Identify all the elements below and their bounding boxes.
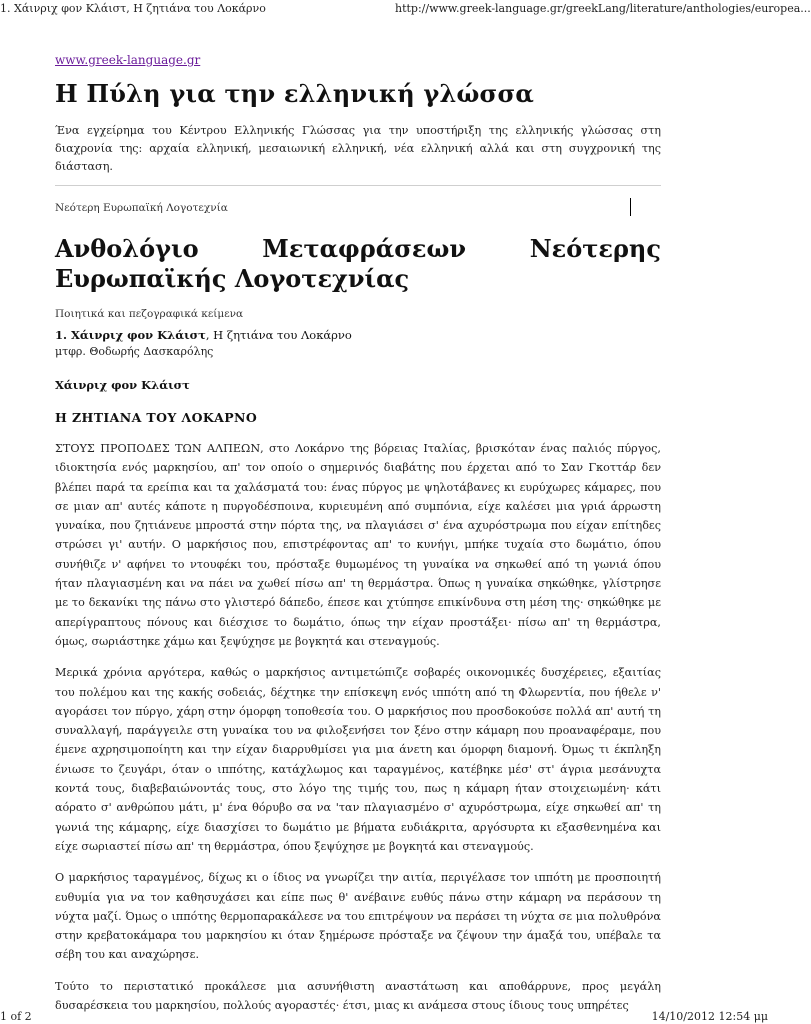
anthology-title-word: Μεταφράσεων bbox=[262, 234, 466, 263]
translator: μτφρ. Θοδωρής Δασκαρόλης bbox=[55, 345, 214, 358]
paragraph: Τούτο το περιστατικό προκάλεσε μια ασυνήθιστη αναστάτωση και αποθάρρυνε, προς μεγάλη δυσαρέσκεια του μαρκησίου, πολλούς αγοραστές· έτσι, μιας κι ανάμεσα στους ίδιους τους υπηρέτες bbox=[55, 979, 661, 1013]
anthology-title-word: Ανθολόγιο bbox=[55, 234, 199, 263]
vertical-mark bbox=[630, 198, 631, 216]
page-content bbox=[55, 52, 661, 1015]
divider bbox=[55, 185, 661, 186]
site-title: Η Πύλη για την ελληνική γλώσσα bbox=[55, 79, 535, 108]
print-header-url: http://www.greek-language.gr/greekLang/literature/anthologies/europea... bbox=[395, 2, 811, 15]
work-number-author: 1. Χάινριχ φον Κλάιστ bbox=[55, 328, 206, 342]
paragraph: ΣΤΟΥΣ ΠΡΟΠΟΔΕΣ ΤΩΝ ΑΛΠΕΩΝ, στο Λοκάρνο της βόρειας Ιταλίας, βρισκόταν ένας παλιός πύργος, ιδιοκτησία ενός μαρκησίου, απ' τον οποίο ο σημερινός διαβάτης που έρχεται από το Σαν Γκοττάρ δεν βλέπει παρά τα ερείπια και τα χαλάσματά του: ένας πύργος με ψηλοτάβανες κι ευρύχωρες κάμαρες, που σε μιαν απ' αυτές κάποτε η πυργοδέσποινα, κυριευμένη από συμπόνια, είχε καλέσει μια γριά άρρωστη γυναίκα, που ζητιάνευε μπροστά στην πόρτα της, να πλαγιάσει σ' ένα αχυρόστρωμα που είχαν επίτηδες στρώσει γι' αυτήν. Ο μαρκήσιος που, επιστρέφοντας απ' το κυνήγι, μπήκε τυχαία στο δωμάτιο, όπου συνήθιζε ν' αφήνει το ντουφέκι του, πρόσταξε θυμωμένος τη γυναίκα να σηκωθεί από τη γωνιά όπου ήταν πλαγιασμένη και να πάει να χωθεί πίσω απ' τη θερμάστρα. Όπως η γυναίκα σηκώθηκε, γλίστρησε με το δεκανίκι της πάνω στο γλιστερό δάπεδο, έπεσε και χτύπησε επικίνδυνα στη μέση της· σηκώθηκε με απερίγραπτους πόνους και διέσχισε το δωμάτιο, όπως την είχαν προστάξει· πίσω απ' τη θερμάστρα, όμως, σωριάστηκε χάμω και ξεψύχησε με βογκητά και στεναγμούς. bbox=[55, 442, 661, 648]
paragraph: Ο μαρκήσιος ταραγμένος, δίχως κι ο ίδιος να γνωρίζει την αιτία, περιγέλασε τον ιππότη με προσποιητή ευθυμία για να τον καθησυχάσει και είπε πως θ' ανέβαινε ευθύς πάνω στην κάμαρη να περάσουν τη νύχτα μαζί. Όμως ο ιππότης θερμοπαρακάλεσε να του επιτρέψουν να περάσει τη νύχτα σε μια πολυθρόνα στην κρεβατοκάμαρα του μαρκησίου κι όταν ξημέρωσε πρόσταξε να ζέψουν την άμαξά του, υπέβαλε τα σέβη του και αναχώρησε. bbox=[55, 871, 661, 962]
paragraph: Μερικά χρόνια αργότερα, καθώς ο μαρκήσιος αντιμετώπιζε σοβαρές οικονομικές δυσχέρειες, εξαιτίας του πολέμου και της κακής σοδειάς, δέχτηκε την επίσκεψη ενός ιππότη από τη Φλωρεντία, που ήθελε ν' αγοράσει τον πύργο, χάρη στην όμορφη τοποθεσία του. Ο μαρκήσιος που προσδοκούσε πολλά απ' αυτή τη συναλλαγή, παράγγειλε στη γυναίκα του να φιλοξενήσει τον ξένο στην κάμαρη που προαναφέραμε, που έμενε αχρησιμοποίητη και την είχαν διαρρυθμίσει για μια άνετη και όμορφη διαμονή. Όμως τι έκπληξη ένιωσε το ζευγάρι, όταν ο ιππότης, κατάχλωμος και ταραγμένος, κατέβηκε μέσ' στ' άγρια μεσάνυχτα κοντά τους, διαβεβαιώνοντάς τους, στο λόγο της τιμής του, πως η κάμαρη ήταν στοιχειωμένη· κάτι αόρατο σ' ανθρώπου μάτι, μ' ένα θόρυβο σα να 'ταν πλαγιασμένο σ' αχυρόστρωμα, είχε σηκωθεί απ' τη γωνιά της κάμαρης, είχε διασχίσει το δωμάτιο με βήματα ευδιάκριτα, αργόσυρτα κι εξασθενημένα και είχε σωριαστεί πίσω απ' τη θερμάστρα, όπου ξεψύχησε με βογκητά και στεναγμούς. bbox=[55, 666, 661, 853]
print-header bbox=[0, 0, 811, 16]
work-title: , Η ζητιάνα του Λοκάρνο bbox=[205, 328, 352, 342]
anthology-title-line2: Ευρωπαϊκής Λογοτεχνίας bbox=[55, 264, 410, 293]
story-heading: Η ΖΗΤΙΑΝΑ ΤΟΥ ΛΟΚΑΡΝΟ bbox=[55, 410, 258, 425]
section-row bbox=[55, 196, 661, 212]
anthology-subtitle: Ποιητικά και πεζογραφικά κείμενα bbox=[55, 308, 244, 320]
print-datetime: 14/10/2012 12:54 μμ bbox=[651, 1010, 768, 1023]
anthology-title bbox=[55, 234, 661, 294]
author-heading: Χάινριχ φον Κλάιστ bbox=[55, 378, 190, 392]
print-footer bbox=[0, 1008, 768, 1024]
work-heading bbox=[55, 327, 661, 344]
page-number: 1 of 2 bbox=[0, 1010, 32, 1023]
site-link[interactable]: www.greek-language.gr bbox=[55, 53, 201, 67]
print-header-title: 1. Χάινριχ φον Κλάιστ, Η ζητιάνα του Λοκάρνο bbox=[0, 2, 266, 15]
anthology-title-word: Νεότερης bbox=[529, 234, 661, 263]
anthology-title-line1 bbox=[55, 234, 661, 264]
site-intro: Ένα εγχείρημα του Κέντρου Ελληνικής Γλώσσας για την υποστήριξη της ελληνικής γλώσσας στη διαχρονία της: αρχαία ελληνική, μεσαιωνική ελληνική, νέα ελληνική αλλά και στη συγχρονική της διάσταση. bbox=[55, 124, 661, 173]
section-label: Νεότερη Ευρωπαϊκή Λογοτεχνία bbox=[55, 202, 228, 214]
